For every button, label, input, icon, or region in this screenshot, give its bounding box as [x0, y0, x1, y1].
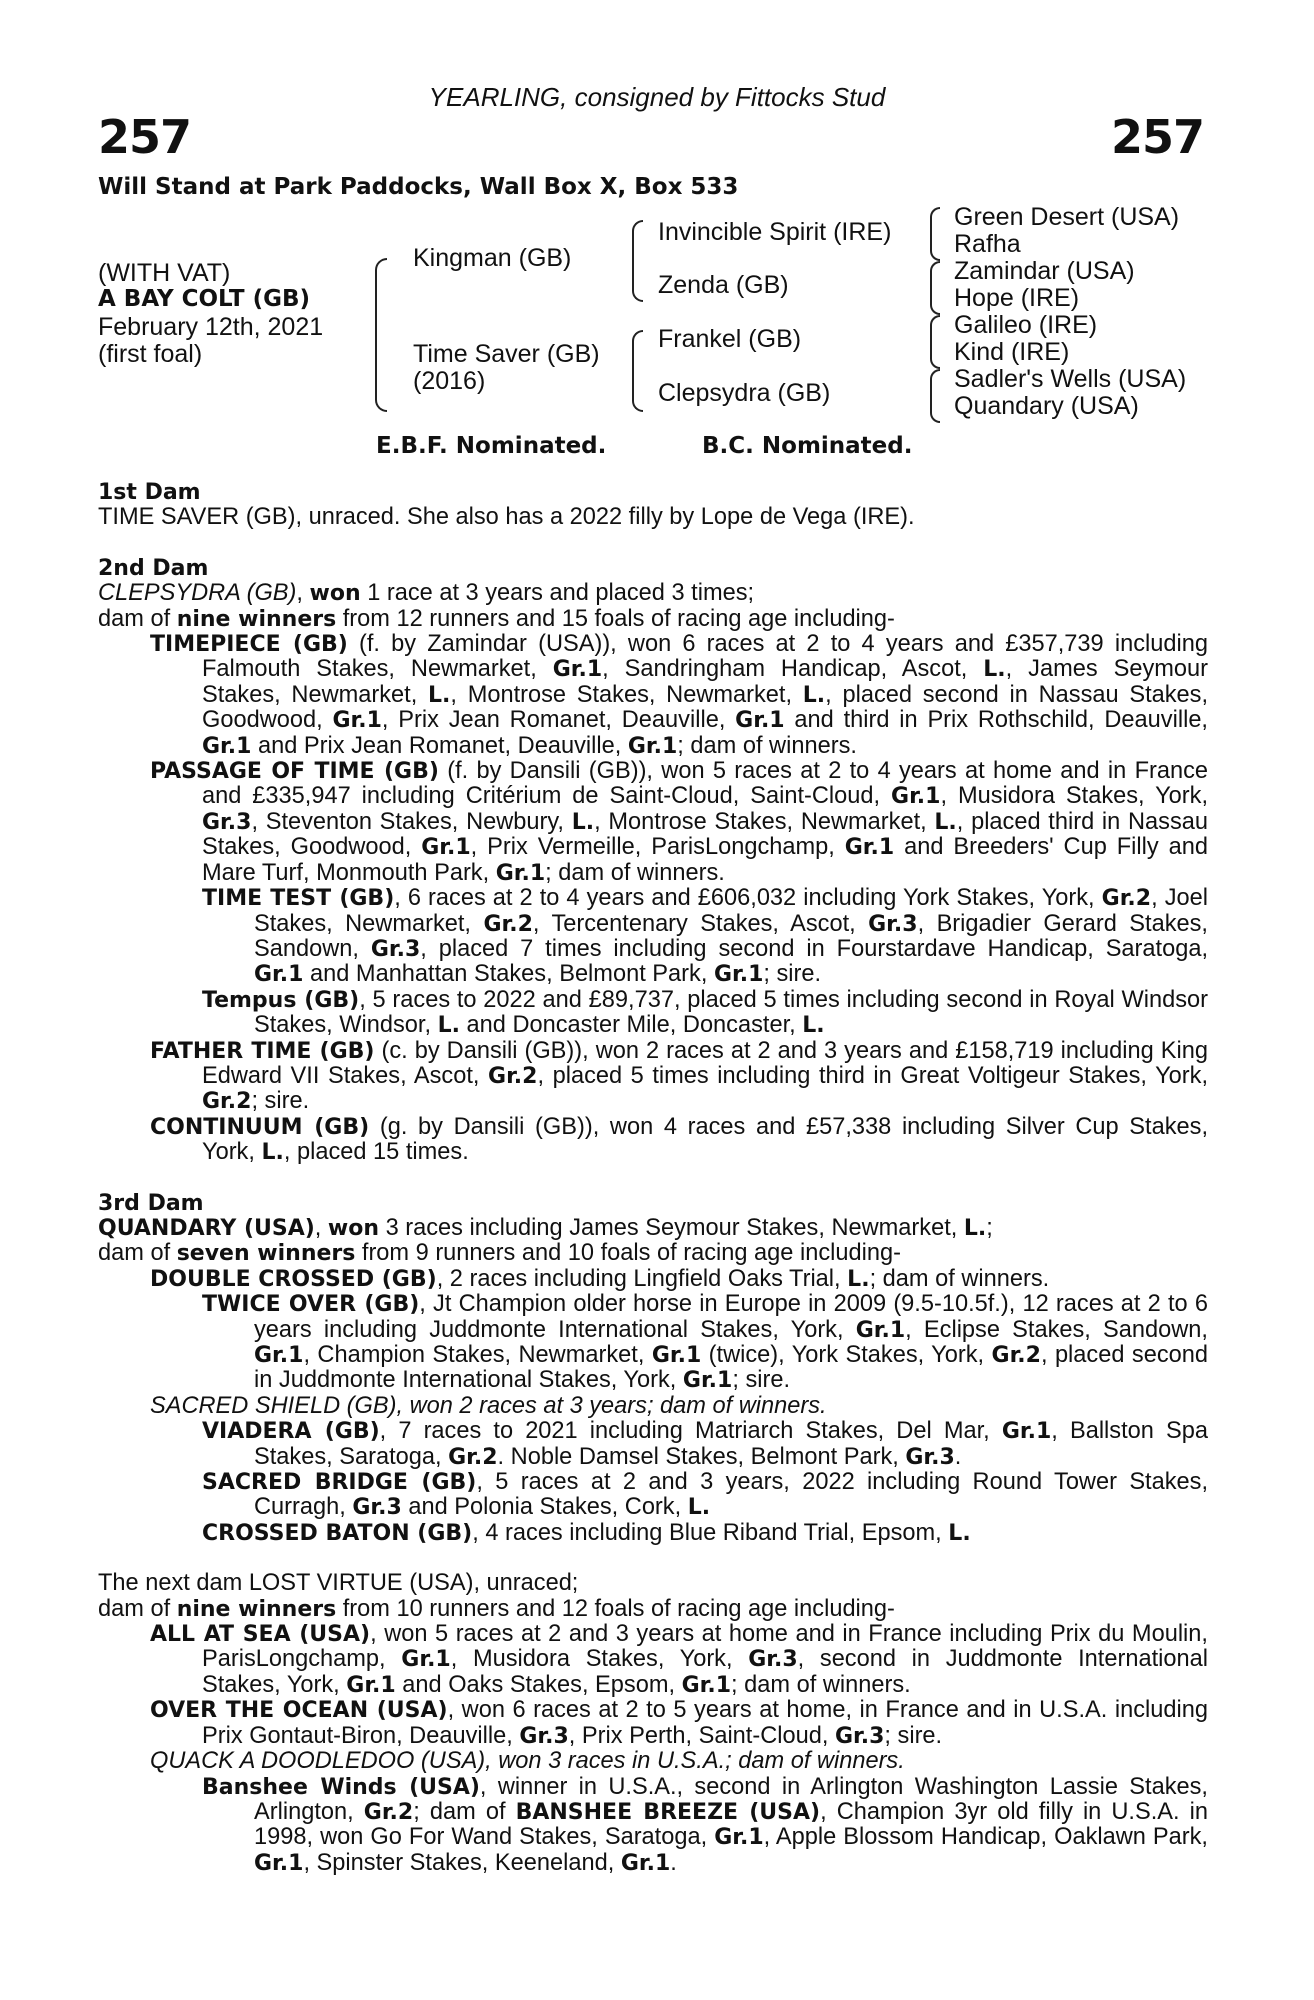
ebf-nominated: E.B.F. Nominated.	[376, 433, 607, 459]
list-item: Banshee Winds (USA), winner in U.S.A., second in Arlington Washington Lassie Stakes, Arlington, Gr.2; dam of BANSHEE BREEZE (USA), Champion 3yr old filly in U.S.A. in 1998, won Go For Wand Stakes, Saratoga, Gr.1, Apple Blossom Handicap, Oaklawn Park, Gr.1, Spinster Stakes, Keeneland, Gr.1.	[202, 1773, 1209, 1876]
pedigree-sire-dam: Zenda (GB)	[658, 271, 789, 299]
list-item: TIME TEST (GB), 6 races at 2 to 4 years and £606,032 including York Stakes, York, Gr.2, Joel Stakes, Newmarket, Gr.2, Tercentenary Stakes, Ascot, Gr.3, Brigadier Gerard Stakes, Sandown, Gr.3, placed 7 times including second in Fourstardave Handicap, Saratoga, Gr.1 and Manhattan Stakes, Belmont Park, Gr.1; sire.	[202, 885, 1209, 988]
list-item: TIMEPIECE (GB) (f. by Zamindar (USA)), won 6 races at 2 to 4 years and £357,739 including Falmouth Stakes, Newmarket, Gr.1, Sandringham Handicap, Ascot, L., James Seymour Stakes, Newmarket, L., Montrose Stakes, Newmarket, L., placed second in Nassau Stakes, Goodwood, Gr.1, Prix Jean Romanet, Deauville, Gr.1 and third in Prix Rothschild, Deauville, Gr.1 and Prix Jean Romanet, Deauville, Gr.1; dam of winners.	[150, 631, 1209, 759]
list-item: OVER THE OCEAN (USA), won 6 races at 2 to 5 years at home, in France and in U.S.A. including Prix Gontaut-Biron, Deauville, Gr.3, Prix Perth, Saint-Cloud, Gr.3; sire.	[150, 1697, 1208, 1749]
list-item: SACRED SHIELD (GB), won 2 races at 3 years; dam of winners.	[150, 1392, 827, 1419]
third-dam-line2: dam of seven winners from 9 runners and 10 foals of racing age including-	[98, 1240, 901, 1267]
consignment-header: YEARLING, consigned by Fittocks Stud	[428, 82, 886, 112]
list-item: Tempus (GB), 5 races to 2022 and £89,737, placed 5 times including second in Royal Windsor Stakes, Windsor, L. and Doncaster Mile, Doncaster, L.	[202, 986, 1208, 1039]
lot-number-left: 257	[98, 110, 192, 164]
first-dam-text: TIME SAVER (GB), unraced. She also has a 2022 filly by Lope de Vega (IRE).	[98, 504, 915, 531]
pedigree-g2: Rafha	[954, 230, 1021, 258]
pedigree-brace-g3	[930, 315, 940, 369]
pedigree-brace-g2	[930, 261, 940, 315]
pedigree-brace-dam	[632, 330, 643, 412]
second-dam-line1: CLEPSYDRA (GB), won 1 race at 3 years and placed 3 times;	[98, 580, 755, 607]
pedigree-g7: Sadler's Wells (USA)	[954, 365, 1187, 393]
pedigree-dam-year: (2016)	[413, 367, 486, 395]
vat-note: (WITH VAT)	[98, 259, 231, 287]
pedigree-brace-main	[375, 258, 387, 412]
pedigree-g4: Hope (IRE)	[954, 284, 1080, 312]
list-item: TWICE OVER (GB), Jt Champion older horse in Europe in 2009 (9.5-10.5f.), 12 races at 2 to 6 years including Juddmonte International Stakes, York, Gr.1, Eclipse Stakes, Sandown, Gr.1, Champion Stakes, Newmarket, Gr.1 (twice), York Stakes, York, Gr.2, placed second in Juddmonte International Stakes, York, Gr.1; sire.	[202, 1291, 1209, 1394]
second-dam-heading: 2nd Dam	[98, 555, 209, 581]
list-item: VIADERA (GB), 7 races to 2021 including Matriarch Stakes, Del Mar, Gr.1, Ballston Spa Stakes, Saratoga, Gr.2. Noble Damsel Stakes, Belmont Park, Gr.3.	[202, 1418, 1208, 1470]
lot-number-right: 257	[1110, 110, 1204, 164]
pedigree-dam-dam: Clepsydra (GB)	[658, 379, 831, 407]
list-item: FATHER TIME (GB) (c. by Dansili (GB)), won 2 races at 2 and 3 years and £158,719 including King Edward VII Stakes, Ascot, Gr.2, placed 5 times including third in Great Voltigeur Stakes, York, Gr.2; sire.	[150, 1037, 1209, 1115]
first-dam-heading: 1st Dam	[98, 480, 201, 505]
pedigree-g6: Kind (IRE)	[954, 338, 1070, 366]
list-item: DOUBLE CROSSED (GB), 2 races including Lingfield Oaks Trial, L.; dam of winners.	[150, 1265, 1050, 1292]
third-dam-heading: 3rd Dam	[98, 1190, 204, 1216]
horse-name: A BAY COLT (GB)	[98, 286, 311, 312]
pedigree-brace-sire	[632, 220, 643, 302]
pedigree-brace-g4	[930, 369, 940, 423]
produce-record	[98, 480, 1208, 1876]
pedigree-g3: Zamindar (USA)	[954, 257, 1135, 285]
stand-location: Will Stand at Park Paddocks, Wall Box X, Box 533	[98, 174, 739, 200]
pedigree-brace-g1	[930, 207, 940, 261]
horse-note: (first foal)	[98, 340, 203, 368]
pedigree-sire: Kingman (GB)	[413, 244, 572, 272]
list-item: CROSSED BATON (GB), 4 races including Blue Riband Trial, Epsom, L.	[202, 1519, 971, 1546]
bc-nominated: B.C. Nominated.	[702, 433, 913, 459]
pedigree-dam-sire: Frankel (GB)	[658, 325, 802, 353]
list-item: ALL AT SEA (USA), won 5 races at 2 and 3 years at home and in France including Prix du Moulin, ParisLongchamp, Gr.1, Musidora Stakes, York, Gr.3, second in Juddmonte International Stakes, York, Gr.1 and Oaks Stakes, Epsom, Gr.1; dam of winners.	[150, 1621, 1208, 1698]
pedigree-g8: Quandary (USA)	[954, 392, 1139, 420]
pedigree-g1: Green Desert (USA)	[954, 203, 1180, 231]
horse-dob: February 12th, 2021	[98, 313, 324, 341]
list-item: PASSAGE OF TIME (GB) (f. by Dansili (GB)), won 5 races at 2 to 4 years at home and in France and £335,947 including Critérium de Saint-Cloud, Saint-Cloud, Gr.1, Musidora Stakes, York, Gr.3, Steventon Stakes, Newbury, L., Montrose Stakes, Newmarket, L., placed third in Nassau Stakes, Goodwood, Gr.1, Prix Vermeille, ParisLongchamp, Gr.1 and Breeders' Cup Filly and Mare Turf, Monmouth Park, Gr.1; dam of winners.	[150, 758, 1209, 886]
pedigree-sire-sire: Invincible Spirit (IRE)	[658, 218, 892, 246]
list-item: CONTINUUM (GB) (g. by Dansili (GB)), won 4 races and £57,338 including Silver Cup Stakes, York, L., placed 15 times.	[150, 1113, 1208, 1166]
third-dam-line1: QUANDARY (USA), won 3 races including James Seymour Stakes, Newmarket, L.;	[98, 1214, 993, 1241]
pedigree-g5: Galileo (IRE)	[954, 311, 1098, 339]
pedigree-dam: Time Saver (GB)	[413, 340, 600, 368]
next-dam-line2: dam of nine winners from 10 runners and 12 foals of racing age including-	[98, 1595, 895, 1622]
list-item: QUACK A DOODLEDOO (USA), won 3 races in U.S.A.; dam of winners.	[150, 1748, 905, 1775]
second-dam-line2: dam of nine winners from 12 runners and 15 foals of racing age including-	[98, 605, 895, 632]
next-dam-line1: The next dam LOST VIRTUE (USA), unraced;	[98, 1570, 579, 1597]
list-item: SACRED BRIDGE (GB), 5 races at 2 and 3 years, 2022 including Round Tower Stakes, Curragh, Gr.3 and Polonia Stakes, Cork, L.	[202, 1469, 1209, 1521]
